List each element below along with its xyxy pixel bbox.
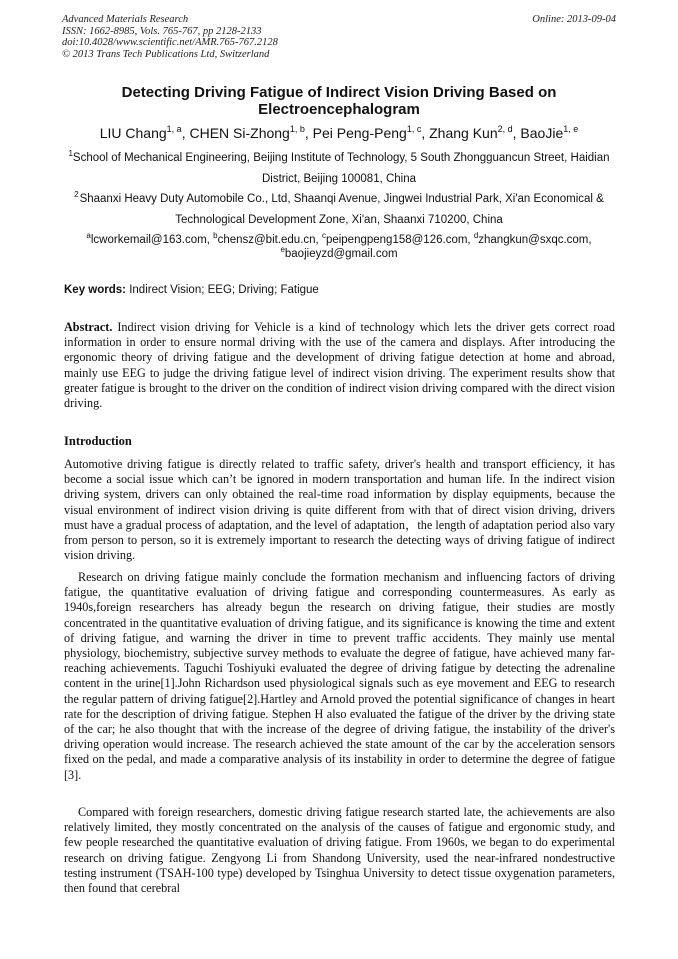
email[interactable]: $^e$baojieyzd@gmail.com <box>280 245 398 260</box>
abstract <box>64 320 615 411</box>
paragraph: Compared with foreign researchers, domestic driving fatigue research started late, the achievements are also relatively limited, they mostly concentrated on the analysis of the causes of fatigue and ergonomic study, and few people researched the quantitative evaluation of driving fatigue. From 1960s, we began to do experimental research on driving fatigue. Zengyong Li from Shandong University, used the near-infrared nondestructive testing instrument (TSAH-100 type) developed by Tsinghua University to detect tissue oxygenation parameters, then found that cerebral <box>64 805 615 896</box>
online-date: Online: 2013-09-04 <box>532 14 616 25</box>
affiliation-1: $^1$School of Mechanical Engineering, Beijing Institute of Technology, 5 South Zhongguancun Street, Haidian District, Beijing 100081, China <box>68 149 610 185</box>
email[interactable]: $^b$chensz@bit.edu.cn, <box>213 231 322 246</box>
keywords <box>64 283 618 298</box>
author-emails <box>62 233 616 261</box>
author: LIU Chang$^{1, a}$, <box>99 124 190 141</box>
journal-header <box>62 14 616 60</box>
section-heading-introduction: Introduction <box>64 434 132 448</box>
keywords-label: Key words: <box>64 284 126 296</box>
keywords-text: Indirect Vision; EEG; Driving; Fatigue <box>129 284 319 296</box>
author: Pei Peng-Peng$^{1, c}$, <box>312 124 430 141</box>
email[interactable]: $^c$peipengpeng158@126.com, <box>321 231 474 246</box>
journal-name: Advanced Materials Research <box>62 14 189 25</box>
abstract-label: Abstract. <box>64 320 113 334</box>
author: BaoJie$^{1, e}$ <box>520 124 579 141</box>
paragraph: Automotive driving fatigue is directly related to traffic safety, driver's health and transport efficiency, it has become a social issue which can’t be ignored in modern transportation and human life. In the indirect vision driving system, drivers can only obtained the real-time road information by display equipments, because the visual environment of indirect vision driving is quite different from with that of direct vision driving, drivers must have a gradual process of adaptation, and the level of adaptation，the length of adaptation period also vary from person to person, so it is extremely important to research the detecting ways of driving fatigue of indirect vision driving. <box>64 457 615 563</box>
doi-line: doi:10.4028/www.scientific.net/AMR.765-767.2128 <box>62 37 278 48</box>
paper-title: Detecting Driving Fatigue of Indirect Vision Driving Based on Electroencephalogram <box>121 84 557 118</box>
paragraph: Research on driving fatigue mainly conclude the formation mechanism and influencing factors of driving fatigue, the quantitative evaluation of driving fatigue and corresponding countermeasures. As early as 1940s,foreign researchers has already begun the research on driving fatigue, their studies are mostly concentrated in the quantitative evaluation of driving fatigue, and its significance is knowing the time and extent of driving fatigue, and warning the driver in time to prevent traffic accidents. They mainly use mental physiology, biochemistry, subjective survey methods to evaluate the degree of fatigue, have achieved many far-reaching achievements. Taguchi Toshiyuki evaluated the degree of driving fatigue by detecting the adrenaline content in the urine[1].John Richardson used physiological signals such as eye movement and EEG to research the regular pattern of driving fatigue[2].Hartley and Arnold proved the potential significance of changes in heart rate for the description of driving fatigue. Stephen H also evaluated the fatigue of the driver by the driving state of the car; he also thought that with the increase of the degree of driving fatigue, the instability of the driver's driving operation would increase. The research achieved the state amount of the car by the acceleration sensors fixed on the pedal, and made a comparative analysis of its instability in order to determine the degree of fatigue [3]. <box>64 570 615 782</box>
email[interactable]: $^d$zhangkun@sxqc.com, <box>473 231 592 246</box>
copyright-line: © 2013 Trans Tech Publications Ltd, Switzerland <box>62 48 270 60</box>
author: Zhang Kun$^{2, d}$, <box>429 124 521 141</box>
abstract-text: Indirect vision driving for Vehicle is a kind of technology which lets the driver gets correct road information in order to ensure normal driving with the use of the camera and displays. After introducing the ergonomic theory of driving fatigue and the development of driving fatigue detection at home and abroad, mainly use EEG to judge the driving fatigue level of indirect vision driving. The experiment results show that greater fatigue is brought to the driver on the condition of indirect vision driving compared with the direct vision driving. <box>64 320 615 411</box>
email[interactable]: $^a$lcworkemail@163.com, <box>86 231 214 246</box>
issn-line: ISSN: 1662-8985, Vols. 765-767, pp 2128-2133 <box>62 25 262 37</box>
author-list <box>40 124 638 142</box>
author: CHEN Si-Zhong$^{1, b}$, <box>189 124 313 141</box>
affiliation-2: $^2$ Shaanxi Heavy Duty Automobile Co., Ltd, Shaanqi Avenue, Jingwei Industrial Park, Xi'an Economical & Technological Development Zone, Xi'an, Shaanxi 710200, China <box>74 190 604 226</box>
